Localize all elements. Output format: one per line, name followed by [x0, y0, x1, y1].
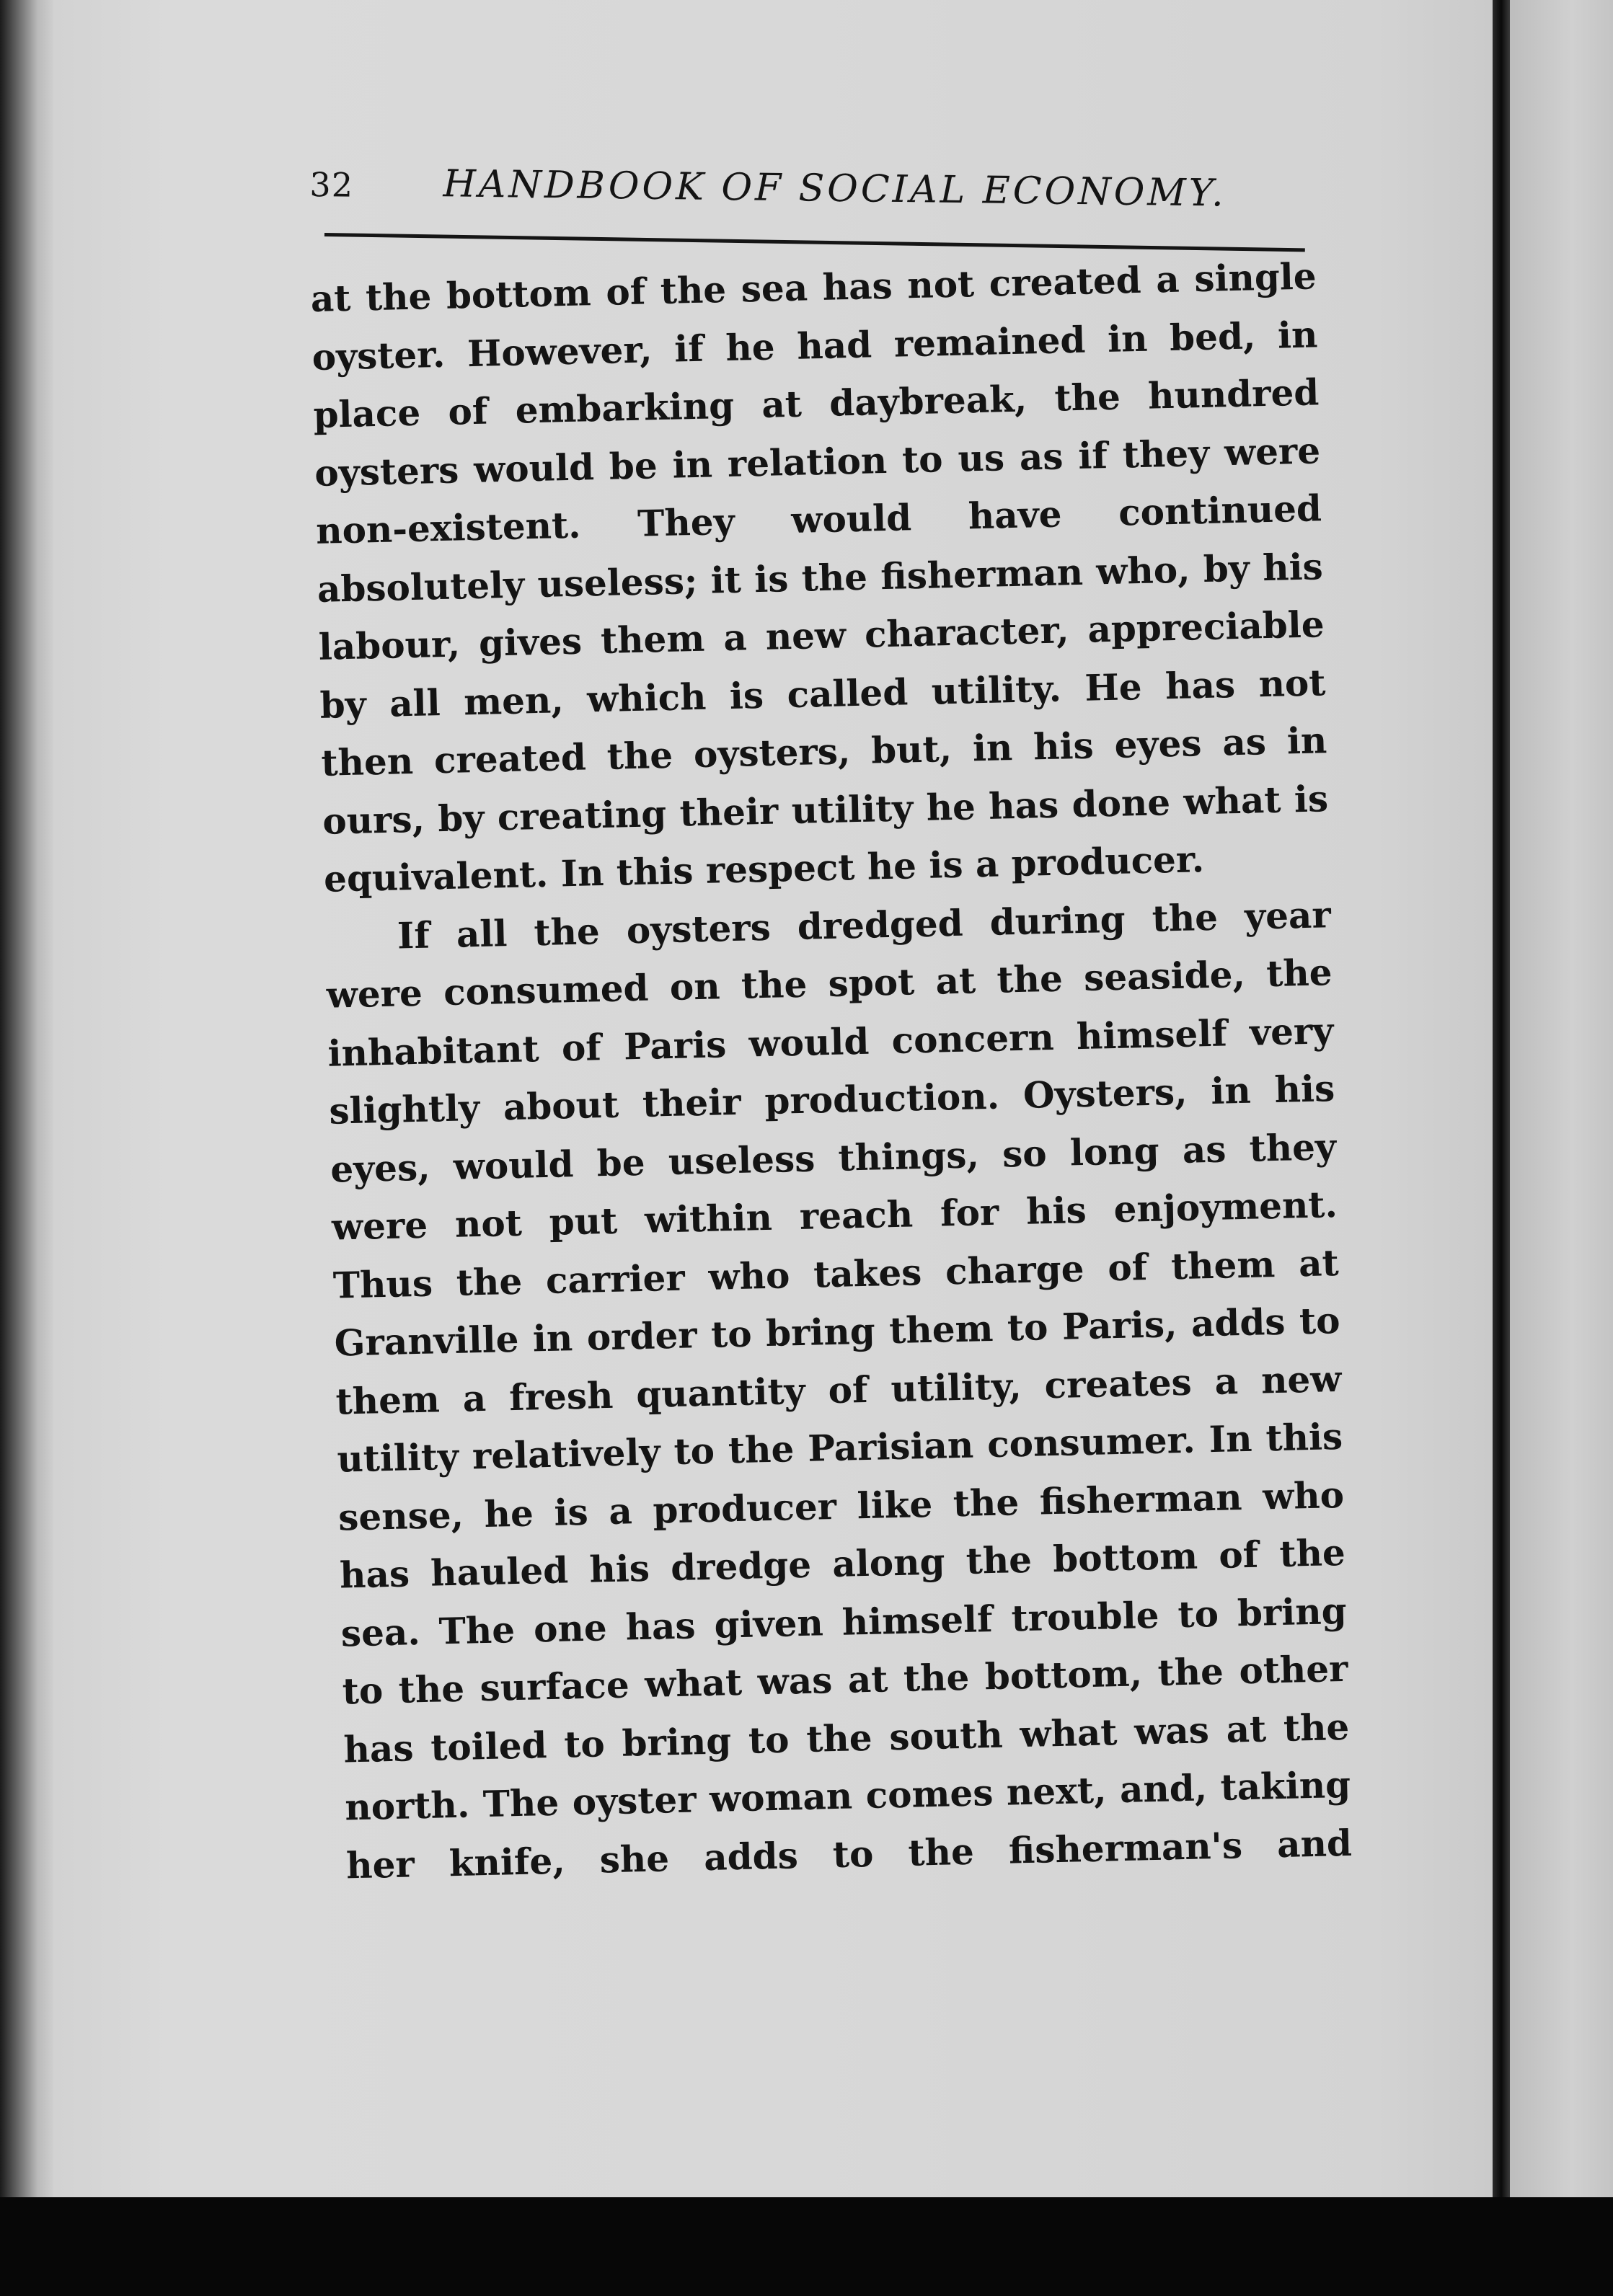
scan-bottom-border: [0, 2197, 1613, 2296]
facing-page-edge: [1510, 0, 1613, 2199]
body-text: [310, 247, 1353, 1894]
left-page-edge: [0, 0, 53, 2199]
page-gutter: [1493, 0, 1510, 2235]
running-title: HANDBOOK OF SOCIAL ECONOMY.: [443, 162, 1227, 216]
paragraph: If all the oysters dredged during the year were consumed on the spot at the seaside, the inhabitant of Paris would concern himself very slightly about their production. Oysters, in his eyes, would be useless things, so long as they were not put within reach for his enjoyment. Thus the carrier who takes charge of them at Granville in order to bring them to Paris, adds to them a fresh quantity of utility, creates a new utility relatively to the Parisian consumer. In this sense, he is a producer like the fisherman who has hauled his dredge along the bottom of the sea. The one has given himself trouble to bring to the surface what was at the bottom, the other has toiled to bring to the south what was at the north. The oyster woman comes next, and, taking her knife, she adds to the fisherman's and: [326, 892, 1353, 1887]
running-head: [309, 155, 1305, 239]
page-number: 32: [309, 164, 354, 205]
paragraph: at the bottom of the sea has not created a single oyster. However, if he had remained in bed, in place of embarking at daybreak, the hundred oysters would be in relation to us as if they were non-existent. They would have continued absolutely useless; it is the fisherman who, by his labour, gives them a new character, appreciable by all men, which is called utility. He has not then created the oysters, but, in his eyes as in ours, by creating their utility he has done what is equivalent. In this respect he is a producer.: [310, 254, 1329, 900]
